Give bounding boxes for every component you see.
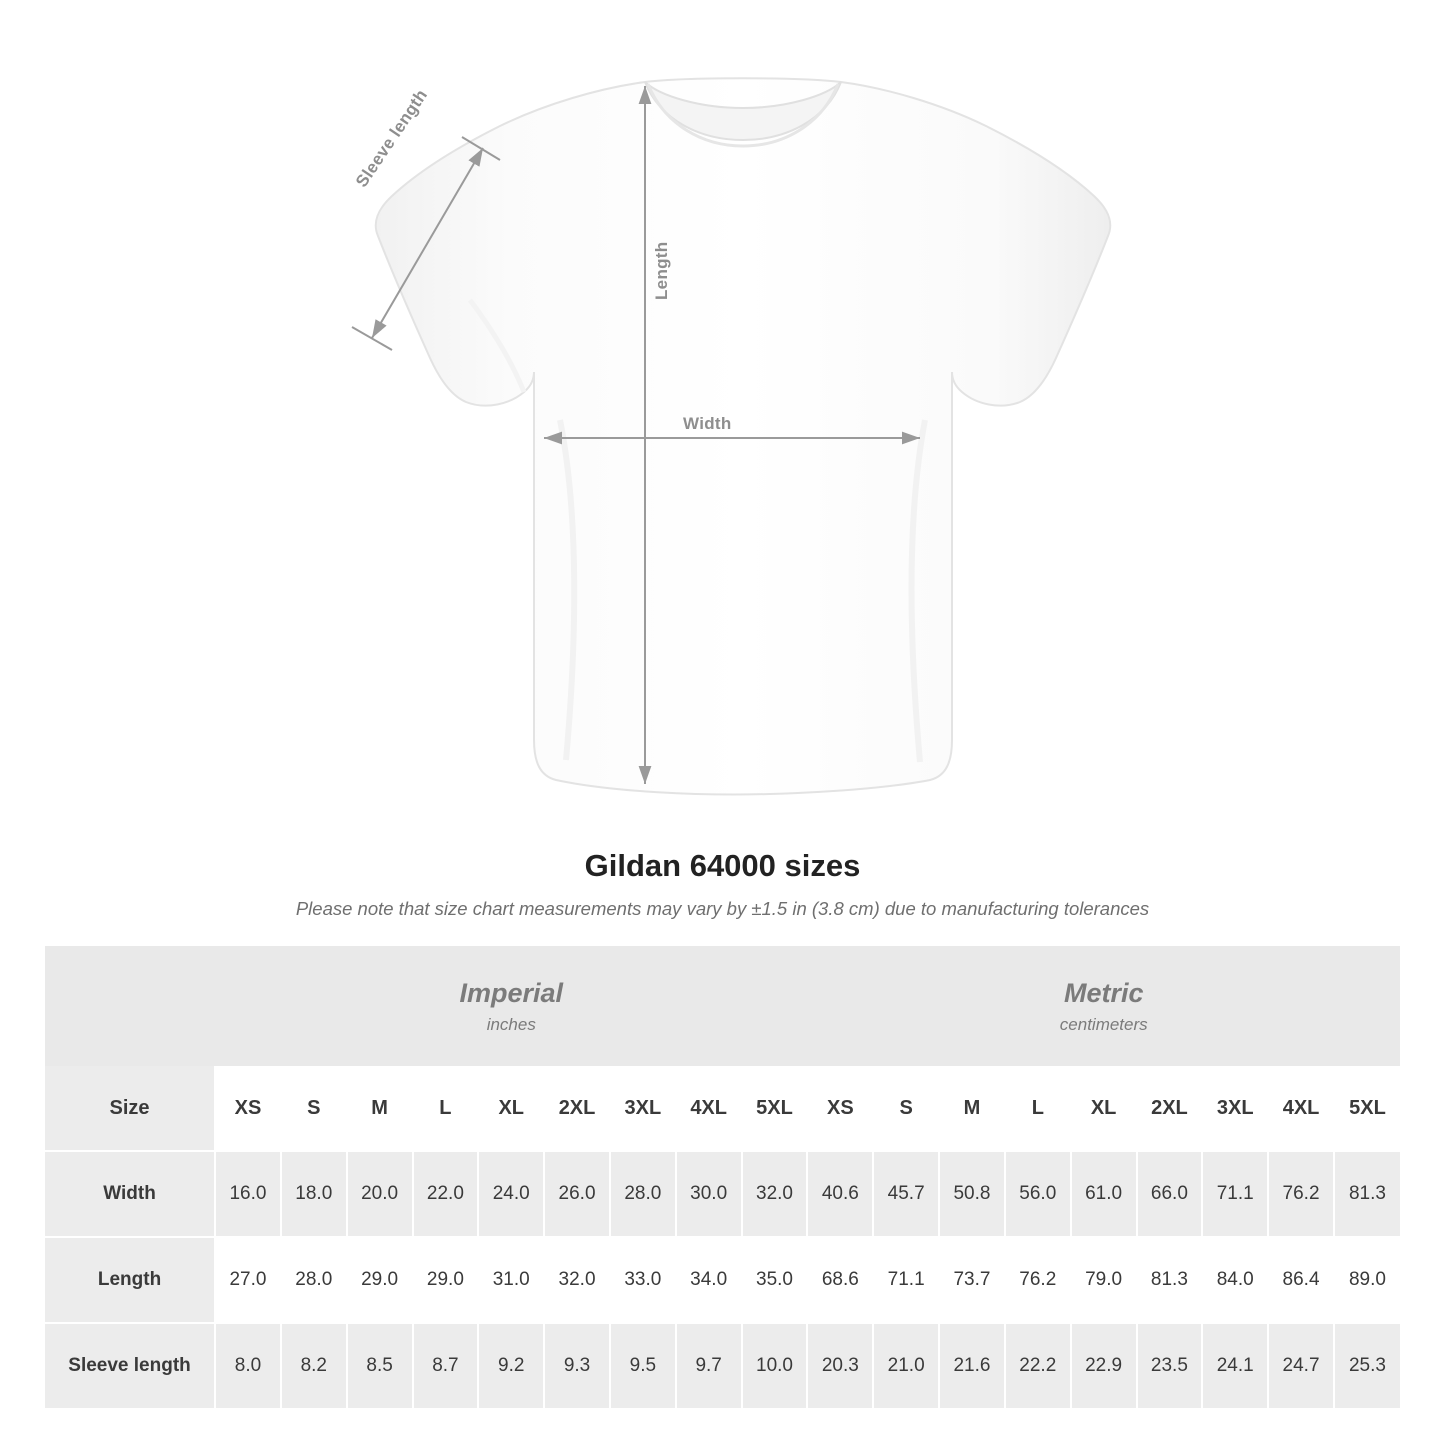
width-label: Width [683, 414, 732, 433]
col-head-xl-cm: XL [1071, 1066, 1137, 1151]
cell-width-6: 28.0 [610, 1151, 676, 1237]
cell-sleeve-16: 24.7 [1268, 1323, 1334, 1409]
size-chart-table [45, 946, 1400, 1410]
col-head-s-in: S [281, 1066, 347, 1151]
cell-width-4: 24.0 [478, 1151, 544, 1237]
col-head-xs-in: XS [215, 1066, 281, 1151]
cell-sleeve-14: 23.5 [1137, 1323, 1203, 1409]
table-row [45, 1323, 1400, 1409]
imperial-name: Imperial [459, 978, 564, 1009]
cell-length-7: 34.0 [676, 1237, 742, 1323]
col-head-s-cm: S [873, 1066, 939, 1151]
cell-sleeve-3: 8.7 [413, 1323, 479, 1409]
metric-sub: centimeters [1059, 1014, 1148, 1034]
col-head-l-cm: L [1005, 1066, 1071, 1151]
cell-length-2: 29.0 [347, 1237, 413, 1323]
row-label-length: Length [45, 1237, 215, 1323]
cell-sleeve-13: 22.9 [1071, 1323, 1137, 1409]
cell-width-16: 76.2 [1268, 1151, 1334, 1237]
col-head-4xl-in: 4XL [676, 1066, 742, 1151]
cell-length-0: 27.0 [215, 1237, 281, 1323]
cell-length-11: 73.7 [939, 1237, 1005, 1323]
cell-width-5: 26.0 [544, 1151, 610, 1237]
cell-width-15: 71.1 [1202, 1151, 1268, 1237]
unit-header-row [45, 946, 1400, 1066]
cell-width-0: 16.0 [215, 1151, 281, 1237]
col-head-m-cm: M [939, 1066, 1005, 1151]
col-head-4xl-cm: 4XL [1268, 1066, 1334, 1151]
cell-sleeve-10: 21.0 [873, 1323, 939, 1409]
col-head-5xl-cm: 5XL [1334, 1066, 1400, 1151]
tolerance-note: Please note that size chart measurements may vary by ±1.5 in (3.8 cm) due to manufacturing tolerances [295, 898, 1150, 919]
cell-length-8: 35.0 [742, 1237, 808, 1323]
cell-length-12: 76.2 [1005, 1237, 1071, 1323]
table-row [45, 1151, 1400, 1237]
cell-width-2: 20.0 [347, 1151, 413, 1237]
cell-length-15: 84.0 [1202, 1237, 1268, 1323]
cell-length-14: 81.3 [1137, 1237, 1203, 1323]
cell-width-9: 40.6 [807, 1151, 873, 1237]
sleeve-length-label: Sleeve length [352, 85, 432, 191]
cell-width-8: 32.0 [742, 1151, 808, 1237]
unit-header-spacer [45, 946, 215, 1066]
size-header-row [45, 1066, 1400, 1151]
cell-width-11: 50.8 [939, 1151, 1005, 1237]
col-head-3xl-in: 3XL [610, 1066, 676, 1151]
shirt-shape [376, 78, 1111, 794]
cell-length-4: 31.0 [478, 1237, 544, 1323]
row-label-width: Width [45, 1151, 215, 1237]
cell-length-9: 68.6 [807, 1237, 873, 1323]
cell-sleeve-5: 9.3 [544, 1323, 610, 1409]
cell-sleeve-8: 10.0 [742, 1323, 808, 1409]
cell-sleeve-7: 9.7 [676, 1323, 742, 1409]
cell-width-12: 56.0 [1005, 1151, 1071, 1237]
cell-sleeve-15: 24.1 [1202, 1323, 1268, 1409]
size-chart-table-wrapper [45, 946, 1400, 1410]
cell-width-17: 81.3 [1334, 1151, 1400, 1237]
cell-sleeve-11: 21.6 [939, 1323, 1005, 1409]
col-head-xs-cm: XS [807, 1066, 873, 1151]
length-label: Length [652, 241, 671, 300]
cell-length-13: 79.0 [1071, 1237, 1137, 1323]
cell-sleeve-17: 25.3 [1334, 1323, 1400, 1409]
row-label-sleeve-length: Sleeve length [45, 1323, 215, 1409]
cell-length-16: 86.4 [1268, 1237, 1334, 1323]
col-head-3xl-cm: 3XL [1202, 1066, 1268, 1151]
imperial-sub: inches [486, 1014, 536, 1034]
col-head-l-in: L [413, 1066, 479, 1151]
col-head-xl-in: XL [478, 1066, 544, 1151]
table-row [45, 1237, 1400, 1323]
cell-width-7: 30.0 [676, 1151, 742, 1237]
cell-sleeve-6: 9.5 [610, 1323, 676, 1409]
cell-sleeve-2: 8.5 [347, 1323, 413, 1409]
cell-width-14: 66.0 [1137, 1151, 1203, 1237]
cell-length-10: 71.1 [873, 1237, 939, 1323]
col-head-5xl-in: 5XL [742, 1066, 808, 1151]
cell-sleeve-0: 8.0 [215, 1323, 281, 1409]
cell-sleeve-4: 9.2 [478, 1323, 544, 1409]
metric-name: Metric [1063, 978, 1144, 1009]
cell-width-13: 61.0 [1071, 1151, 1137, 1237]
col-head-2xl-in: 2XL [544, 1066, 610, 1151]
col-head-2xl-cm: 2XL [1137, 1066, 1203, 1151]
page-title: Gildan 64000 sizes [584, 848, 861, 883]
cell-sleeve-9: 20.3 [807, 1323, 873, 1409]
cell-width-3: 22.0 [413, 1151, 479, 1237]
row-header-size: Size [45, 1066, 215, 1151]
cell-sleeve-12: 22.2 [1005, 1323, 1071, 1409]
col-head-m-in: M [347, 1066, 413, 1151]
cell-width-1: 18.0 [281, 1151, 347, 1237]
cell-width-10: 45.7 [873, 1151, 939, 1237]
cell-length-1: 28.0 [281, 1237, 347, 1323]
unit-header-metric [807, 946, 1400, 1066]
cell-length-3: 29.0 [413, 1237, 479, 1323]
cell-length-6: 33.0 [610, 1237, 676, 1323]
unit-header-imperial [215, 946, 807, 1066]
cell-length-17: 89.0 [1334, 1237, 1400, 1323]
cell-sleeve-1: 8.2 [281, 1323, 347, 1409]
title-block [0, 848, 1445, 920]
cell-length-5: 32.0 [544, 1237, 610, 1323]
